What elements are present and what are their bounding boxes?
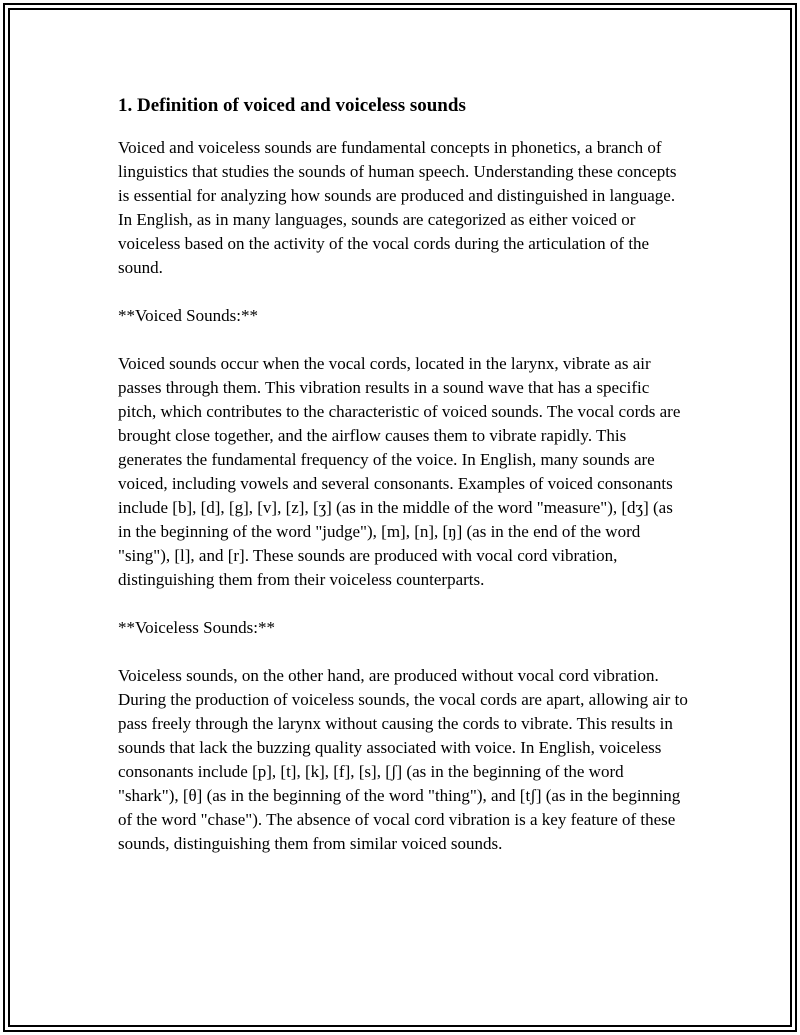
document-page [118,93,688,880]
section-heading: 1. Definition of voiced and voiceless sounds [118,95,466,116]
voiceless-sounds-label: **Voiceless Sounds:** [118,618,275,637]
intro-paragraph: Voiced and voiceless sounds are fundamental concepts in phonetics, a branch of linguistics that studies the sounds of human speech. Understanding these concepts is essential for analyzing how sounds are produced and distinguished in language. In English, as in many languages, sounds are categorized as either voiced or voiceless based on the activity of the vocal cords during the articulation of the sound. [118,138,677,277]
voiced-sounds-label: **Voiced Sounds:** [118,306,258,325]
voiced-sounds-paragraph: Voiced sounds occur when the vocal cords, located in the larynx, vibrate as air passes through them. This vibration results in a sound wave that has a specific pitch, which contributes to the characteristic of voiced sounds. The vocal cords are brought close together, and the airflow causes them to vibrate rapidly. This generates the fundamental frequency of the voice. In English, many sounds are voiced, including vowels and several consonants. Examples of voiced consonants include [b], [d], [g], [v], [z], [ʒ] (as in the middle of the word "measure"), [dʒ] (as in the beginning of the word "judge"), [m], [n], [ŋ] (as in the end of the word "sing"), [l], and [r]. These sounds are produced with vocal cord vibration, distinguishing them from their voiceless counterparts. [118,354,681,589]
voiceless-sounds-paragraph: Voiceless sounds, on the other hand, are produced without vocal cord vibration. During the production of voiceless sounds, the vocal cords are apart, allowing air to pass freely through the larynx without causing the cords to vibrate. This results in sounds that lack the buzzing quality associated with voice. In English, voiceless consonants include [p], [t], [k], [f], [s], [ʃ] (as in the beginning of the word "shark"), [θ] (as in the beginning of the word "thing"), and [tʃ] (as in the beginning of the word "chase"). The absence of vocal cord vibration is a key feature of these sounds, distinguishing them from similar voiced sounds. [118,666,688,853]
